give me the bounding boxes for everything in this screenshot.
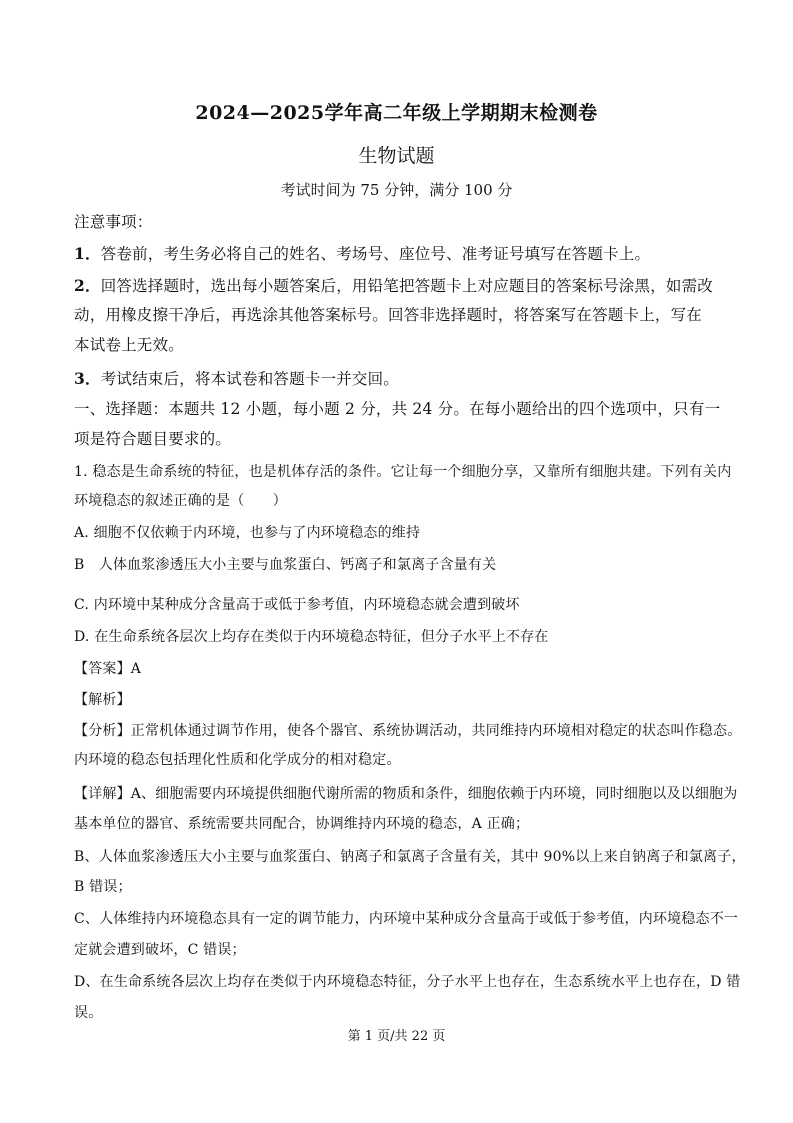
option-a: A. 细胞不仅依赖于内环境，也参与了内环境稳态的维持 bbox=[74, 525, 421, 541]
exam-title: 2024—2025学年高二年级上学期期末检测卷 bbox=[195, 102, 598, 124]
answer-label: 【答案】A bbox=[74, 661, 142, 677]
analysis-detail: 【详解】A、细胞需要内环境提供细胞代谢所需的物质和条件，细胞依赖于内环境，同时细胞以及以细胞为 bbox=[74, 786, 738, 802]
notice-item-2-line3: 本试卷上无效。 bbox=[74, 336, 184, 354]
notice-item-2 bbox=[74, 274, 724, 296]
analysis-detail-line6: 定就会遭到破坏，C 错误； bbox=[74, 942, 246, 958]
analysis-fenxi: 【分析】正常机体通过调节作用，使各个器官、系统协调活动，共同维持内环境相对稳定的状态叫作稳态。 bbox=[74, 723, 742, 739]
question-stem-line2: 环境稳态的叙述正确的是（ ） bbox=[74, 493, 287, 509]
notice-item-1 bbox=[74, 242, 724, 264]
notice-item-number: 1． bbox=[74, 244, 101, 263]
analysis-detail-line8: 误。 bbox=[74, 1005, 103, 1021]
analysis-detail-line7: D、在生命系统各层次上均存在类似于内环境稳态特征，分子水平上也存在，生态系统水平上也存在，D 错 bbox=[74, 974, 741, 990]
section-heading: 一、选择题：本题共 12 小题，每小题 2 分，共 24 分。在每小题给出的四个选项中，只有一 bbox=[74, 400, 721, 418]
option-d: D. 在生命系统各层次上均存在类似于内环境稳态特征，但分子水平上不存在 bbox=[74, 629, 549, 645]
page-footer: 第 1 页/共 22 页 bbox=[347, 1029, 446, 1044]
notice-item-number: 2． bbox=[74, 276, 101, 295]
notice-heading: 注意事项： bbox=[74, 213, 153, 231]
notice-item-3 bbox=[74, 367, 724, 389]
analysis-detail-line4: B 错误； bbox=[74, 879, 132, 895]
notice-item-2-line2: 动，用橡皮擦干净后，再选涂其他答案标号。回答非选择题时，将答案写在答题卡上，写在 bbox=[74, 306, 703, 324]
subject-title: 生物试题 bbox=[358, 145, 435, 167]
option-b: B 人体血浆渗透压大小主要与血浆蛋白、钙离子和氯离子含量有关 bbox=[74, 557, 497, 573]
analysis-detail-line3: B、人体血浆渗透压大小主要与血浆蛋白、钠离子和氯离子含量有关，其中 90%以上来自钠离子和氯离子， bbox=[74, 849, 746, 865]
notice-item-text: 回答选择题时，选出每小题答案后，用铅笔把答题卡上对应题目的答案标号涂黑，如需改 bbox=[100, 277, 713, 295]
notice-item-text: 考试结束后，将本试卷和答题卡一并交回。 bbox=[100, 370, 399, 388]
notice-item-text: 答卷前，考生务必将自己的姓名、考场号、座位号、准考证号填写在答题卡上。 bbox=[100, 245, 651, 263]
analysis-label: 【解析】 bbox=[74, 692, 131, 708]
analysis-fenxi-line2: 内环境的稳态包括理化性质和化学成分的相对稳定。 bbox=[74, 752, 401, 768]
exam-info: 考试时间为 75 分钟，满分 100 分 bbox=[280, 181, 513, 199]
analysis-detail-line2: 基本单位的器官、系统需要共同配合，协调维持内环境的稳态，A 正确； bbox=[74, 816, 530, 832]
option-c: C. 内环境中某种成分含量高于或低于参考值，内环境稳态就会遭到破坏 bbox=[74, 597, 520, 613]
section-heading-line2: 项是符合题目要求的。 bbox=[74, 430, 232, 448]
question-stem: 1. 稳态是生命系统的特征，也是机体存活的条件。它让每一个细胞分享，又靠所有细胞共建。下列有关内 bbox=[74, 464, 732, 480]
analysis-detail-line5: C、人体维持内环境稳态具有一定的调节能力，内环境中某种成分含量高于或低于参考值，内环境稳态不一 bbox=[74, 911, 739, 927]
notice-item-number: 3． bbox=[74, 369, 101, 388]
